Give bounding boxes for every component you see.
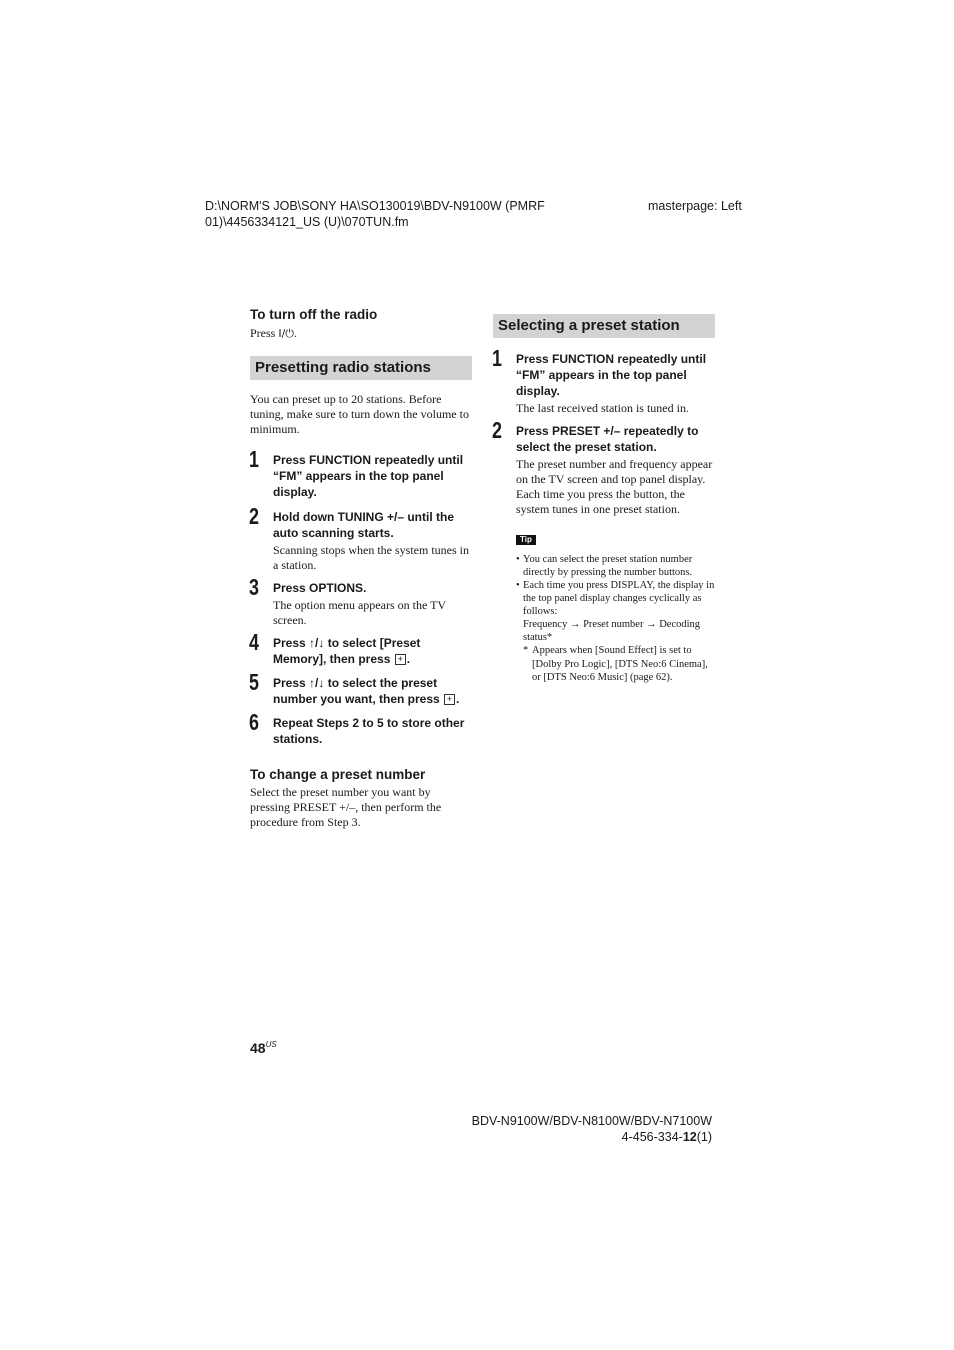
up-down-arrow-icon: ↑/↓ [309, 676, 325, 690]
step-title: Hold down TUNING +/– until the auto scanning starts. [273, 510, 454, 540]
step-number: 2 [492, 417, 502, 443]
step-title: Press OPTIONS. [273, 581, 367, 595]
presetting-section-heading: Presetting radio stations [250, 356, 472, 380]
tip-footnote: * Appears when [Sound Effect] is set to [Dolby Pro Logic], [DTS Neo:6 Cinema], or [DTS Neo:6 Music] (page 62). [523, 645, 708, 683]
bullet-icon: • [516, 554, 520, 565]
page-region-suffix: US [265, 1040, 277, 1049]
page-number: $48^{US}$ [250, 1040, 277, 1056]
step-title: Press ↑/↓ to select [Preset Memory], then press + . [273, 636, 421, 666]
file-path-header [205, 198, 585, 230]
change-preset-title: To change a preset number [250, 767, 426, 782]
document-code: 4-456-334-12(1) [621, 1130, 712, 1144]
step-title: Press PRESET +/– repeatedly to select the preset station. [516, 424, 699, 454]
step-number: 2 [249, 503, 259, 529]
step-body-2: Each time you press the button, the system tunes in one preset station. [516, 487, 685, 516]
preset-step-3 [249, 574, 472, 628]
step-title: Repeat Steps 2 to 5 to store other stations. [273, 716, 465, 746]
tip-item: • Each time you press DISPLAY, the display in the top panel display changes cyclically as follows: Frequency → Preset number → Decoding status* [516, 580, 715, 643]
file-path-line1: D:\NORM'S JOB\SONY HA\SO130019\BDV-N9100W (PMRF [205, 199, 545, 213]
step-number: 3 [249, 574, 259, 600]
step-number: 4 [249, 629, 259, 655]
right-arrow-icon: → [569, 619, 581, 630]
selecting-section-heading: Selecting a preset station [493, 314, 715, 338]
select-step-1 [492, 345, 715, 416]
preset-step-4 [249, 629, 472, 667]
document-footer [472, 1113, 712, 1145]
step-number: 6 [249, 709, 259, 735]
step-body: Scanning stops when the system tunes in a station. [273, 543, 469, 572]
cycle-sequence: Frequency → Preset number → Decoding status* [523, 619, 701, 643]
preset-step-6 [249, 709, 472, 747]
left-column [250, 306, 472, 830]
step-body: The preset number and frequency appear on the TV screen and top panel display. [516, 457, 713, 486]
enter-button-icon: + [395, 654, 406, 665]
preset-step-1 [249, 446, 472, 500]
masterpage-label: masterpage: Left [648, 199, 742, 213]
preset-step-2 [249, 503, 472, 573]
select-step-2 [492, 417, 715, 517]
tip-item: • You can select the preset station number directly by pressing the number buttons. [516, 554, 693, 578]
bullet-icon: • [516, 580, 520, 591]
step-title: Press FUNCTION repeatedly until “FM” appears in the top panel display. [273, 453, 464, 499]
model-numbers: BDV-N9100W/BDV-N8100W/BDV-N7100W [471, 1114, 712, 1128]
step-title: Press FUNCTION repeatedly until “FM” appears in the top panel display. [516, 352, 707, 398]
presetting-intro: You can preset up to 20 stations. Before tuning, make sure to turn down the volume to minimum. [250, 392, 469, 436]
step-number: 1 [492, 345, 502, 371]
step-number: 5 [249, 669, 259, 695]
turn-off-radio-text: Press I/⏻. [250, 326, 297, 340]
turn-off-radio-title: To turn off the radio [250, 307, 378, 322]
step-body: The last received station is tuned in. [516, 401, 689, 415]
right-arrow-icon: → [646, 619, 657, 630]
preset-step-5 [249, 669, 472, 707]
tip-badge: Tip [516, 535, 536, 545]
power-icon: I/⏻ [278, 327, 294, 340]
right-column [493, 314, 715, 685]
enter-button-icon: + [444, 694, 455, 705]
step-number: 1 [249, 446, 259, 472]
step-body: The option menu appears on the TV screen. [273, 598, 446, 627]
up-down-arrow-icon: ↑/↓ [309, 636, 325, 650]
step-title: Press ↑/↓ to select the preset number you want, then press + . [273, 676, 460, 706]
change-preset-body: Select the preset number you want by pressing PRESET +/–, then perform the procedure from Step 3. [250, 785, 442, 829]
tip-box [493, 529, 715, 685]
press-word: Press [250, 326, 276, 340]
file-path-line2: 01)\4456334121_US (U)\070TUN.fm [205, 215, 409, 229]
